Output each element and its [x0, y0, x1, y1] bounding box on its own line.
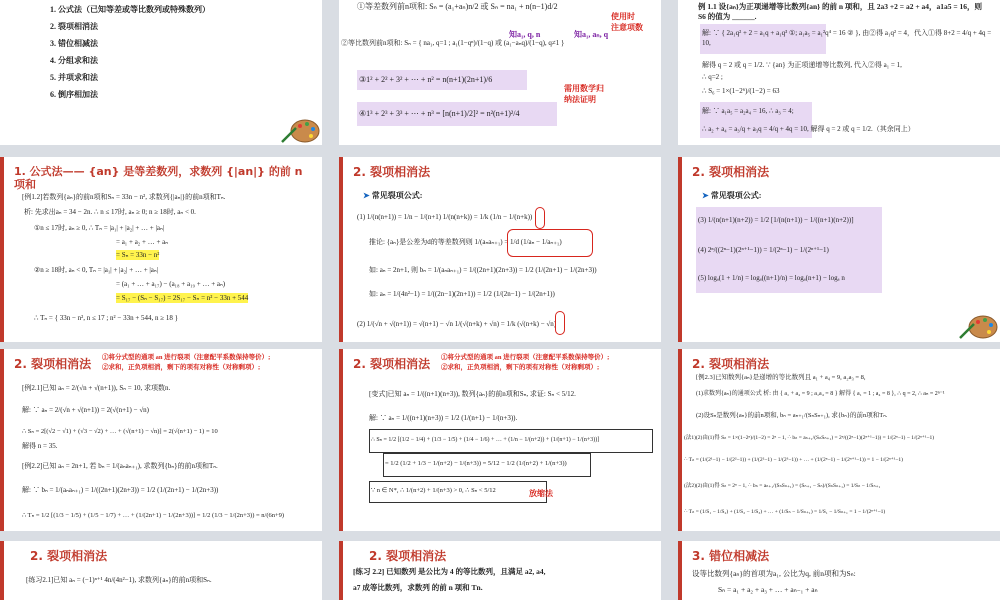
slide-abs-sum	[0, 157, 322, 342]
title-bar	[0, 349, 4, 531]
slide-title: 2. 裂项相消法	[30, 549, 108, 563]
highlight-oval	[535, 207, 545, 229]
formula-geometric: ②等比数列前n项和: Sₙ = { na₁, q=1 ; a₁(1−qⁿ)/(1−q) 或 (a₁−aₙq)/(1−q), q≠1 }	[341, 39, 565, 47]
example-b: 如: aₙ = 1/(4n²−1) = 1/((2n−1)(2n+1)) = 1/2 (1/(2n−1) − 1/(2n+1))	[369, 290, 555, 298]
formula-5: (5) logₐ(1 + 1/n) = logₐ((n+1)/n) = logₐ(n+1) − logₐ n	[698, 274, 845, 282]
slide-telescoping-formulas-1	[339, 157, 661, 342]
formula-cubes: ④1³ + 2³ + 3³ + ⋯ + n³ = [n(n+1)/2]² = n²(n+1)²/4	[359, 109, 520, 118]
note-proof-2: 纳法证明	[564, 95, 596, 104]
title-bar	[678, 541, 682, 600]
highlight-oval	[555, 311, 565, 335]
example-1-1-question: 例 1.1 设{aₙ}为正项递增等比数列{an} 的前 n 项和，且 2a3 +2 = a2 + a4，a1a5 = 16，则 S6 的值为 ______.	[698, 2, 982, 21]
variant-line-1: [变式]已知 aₙ = 1/((n+1)(n+3)), 数列{aₙ}的前n项和Sₙ, 求证: Sₙ < 5/12.	[369, 390, 576, 398]
abs-line-4: = a₁ + a₂ + … + aₙ	[116, 238, 169, 246]
note-known-2: 知a₁, aₙ, q	[574, 30, 609, 39]
slide-staggered-subtraction	[678, 541, 1000, 600]
method-item-5: 5. 并项求和法	[50, 73, 98, 82]
formula-3: (3) 1/(n(n+1)(n+2)) = 1/2 [1/(n(n+1)) − 1/((n+1)(n+2))]	[698, 216, 854, 224]
slide-title: 2. 裂项相消法	[353, 165, 431, 179]
note-1: ①将分式型的通项 an 进行裂项（注意配平系数保持等价）;	[441, 354, 610, 361]
slide-title: 1. 公式法—— {an} 是等差数列，求数列 {|an|} 的前 n 项和	[14, 165, 303, 191]
slide-title: 2. 裂项相消法	[353, 357, 431, 371]
slide-variant	[339, 349, 661, 531]
ex23-line-3: (2)设Sₙ是数列{aₙ}的前n项和, bₙ = aₙ₊₁/(SₙSₙ₊₁), 求{bₙ}的前n项和Tₙ.	[696, 412, 888, 419]
slide-example-1-1	[678, 0, 1000, 145]
formula-4: (4) 2ⁿ/((2ⁿ−1)(2ⁿ⁺¹−1)) = 1/(2ⁿ−1) − 1/(2ⁿ⁺¹−1)	[698, 246, 829, 254]
subtitle-text: 常见裂项公式:	[710, 191, 762, 200]
note-2: ②求和，正负项相消，剩下的项有对称性（对称剩项）;	[102, 364, 261, 371]
title-bar	[339, 349, 343, 531]
ex21-line-4: 解得 n = 35.	[22, 442, 58, 450]
example-a: 如: aₙ = 2n+1, 则 bₙ = 1/(aₙaₙ₊₁) = 1/((2n+1)(2n+3)) = 1/2 (1/(2n+1) − 1/(2n+3))	[369, 266, 597, 274]
note-1: ①将分式型的通项 an 进行裂项（注意配平系数保持等价）;	[102, 354, 271, 361]
staggered-line-2: Sₙ = a₁ + a₂ + a₃ + … + aₙ₋₁ + aₙ	[718, 585, 818, 594]
note-known-1: 知a₁, q, n	[509, 30, 541, 39]
method-item-1: 1. 公式法（已知等差或等比数列或特殊数列）	[50, 5, 210, 14]
slide-sum-formulas	[339, 0, 661, 145]
slide-title: 2. 裂项相消法	[369, 549, 447, 563]
method-item-6: 6. 倒序相加法	[50, 90, 98, 99]
formula-squares: ③1² + 2² + 3² + ⋯ + n² = n(n+1)(2n+1)/6	[359, 75, 493, 84]
abs-line-6: ②n ≥ 18时, aₙ < 0, Tₙ = |a₁| + |a₂| + … + |aₙ|	[34, 266, 159, 274]
abs-line-9: ∴ Tₙ = { 33n − n², n ≤ 17 ; n² − 33n + 544, n ≥ 18 }	[34, 314, 178, 322]
palette-icon	[280, 118, 320, 144]
title-bar	[339, 541, 343, 600]
bullet-icon: ➤	[702, 191, 711, 200]
note-2: ②求和，正负项相消，剩下的项有对称性（对称剩项）;	[441, 364, 600, 371]
solution-line-3: ∴ q=2 ;	[702, 73, 723, 81]
subtitle	[702, 191, 761, 201]
scaling-tag: 放缩法	[529, 489, 553, 498]
solution-line-5: 解: ∵ a₁a₅ = a₂a₄ = 16, ∴ a₃ = 4;	[702, 107, 794, 115]
abs-line-1: [例1.2]若数列{aₙ}的前n项和Sₙ = 33n − n², 求数列{|aₙ|}的前n项和Tₙ.	[22, 193, 226, 201]
note-proof-1: 需用数学归	[564, 84, 604, 93]
method-item-2: 2. 裂项相消法	[50, 22, 98, 31]
ex23-line-1: [例2.3]已知数列{aₙ}是递增的等比数列且 a₁ + a₄ = 9, a₂a₃ = 8,	[696, 374, 866, 381]
subtitle-text: 常见裂项公式:	[371, 191, 423, 200]
subtitle	[363, 191, 422, 201]
highlight-oval	[507, 229, 593, 257]
ex22-line-1: [例2.2]已知 aₙ = 2n+1, 若 bₙ = 1/(aₙaₙ₊₁), 求数列{bₙ}的前n项和Tₙ.	[22, 462, 218, 470]
note-terms: 注意项数	[611, 23, 643, 32]
ex23-line-4: (法1)(2)由(1)得 Sₙ = 1×(1−2ⁿ)/(1−2) = 2ⁿ − 1, ∴ bₙ = aₙ₊₁/(SₙSₙ₊₁) = 2ⁿ/((2ⁿ−1)(2ⁿ⁺¹−1)) = 1/(2ⁿ−1) − 1/(2ⁿ⁺¹−1)	[684, 435, 935, 441]
abs-line-3: ①n ≤ 17时, aₙ ≥ 0, ∴ Tₙ = |a₁| + |a₂| + … + |aₙ|	[34, 224, 165, 232]
ex23-line-7: ∴ Tₙ = (1/S₁ − 1/S₂) + (1/S₂ − 1/S₃) + … + (1/Sₙ − 1/Sₙ₊₁) = 1/S₁ − 1/Sₙ₊₁ = 1 − 1/(2ⁿ⁺¹−1)	[684, 509, 886, 515]
variant-line-4: = 1/2 (1/2 + 1/3 − 1/(n+2) − 1/(n+3)) = 5/12 − 1/2 (1/(n+2) + 1/(n+3))	[385, 460, 567, 467]
slide-title: 2. 裂项相消法	[692, 165, 770, 179]
slide-example-2-1	[0, 349, 322, 531]
note-use: 使用时	[611, 12, 635, 21]
title-bar	[678, 349, 682, 531]
exercise-2-1: [练习2.1]已知 aₙ = (−1)ⁿ⁺¹ 4n/(4n²−1), 求数列{aₙ}的前n项和Sₙ.	[26, 576, 212, 584]
solution-line-6: ∴ a₂ + a₄ = a₃/q + a₃q = 4/q + 4q = 10, 解得 q = 2 或 q = 1/2.（其余同上）	[702, 125, 915, 133]
ex23-line-6: (法2)(2)由(1)得 Sₙ = 2ⁿ − 1, ∴ bₙ = aₙ₊₁/(SₙSₙ₊₁) = (Sₙ₊₁ − Sₙ)/(SₙSₙ₊₁) = 1/Sₙ − 1/Sₙ₊₁	[684, 483, 881, 489]
formula-2: (2) 1/(√n + √(n+1)) = √(n+1) − √n 1/(√(n+k) + √n) = 1/k (√(n+k) − √n)	[357, 320, 557, 328]
method-item-4: 4. 分组求和法	[50, 56, 98, 65]
slide-title: 3. 错位相减法	[692, 549, 770, 563]
solution-line-1: 解: ∵ { 2a₁q² + 2 = a₁q + a₁q³ ①; a₁a₅ = a₁²q⁴ = 16 ② }, 由②得 a₁q² = 4，代入①得 8+2 = 4/q + 4q = 10,	[702, 29, 992, 47]
ex21-line-1: [例2.1]已知 aₙ = 2/(√n + √(n+1)), Sₙ = 10, 求项数n.	[22, 384, 171, 392]
ex22-line-2: 解: ∵ bₙ = 1/(aₙaₙ₊₁) = 1/((2n+1)(2n+3)) = 1/2 (1/(2n+1) − 1/(2n+3))	[22, 486, 219, 494]
slide-telescoping-formulas-2	[678, 157, 1000, 342]
title-bar	[0, 157, 4, 342]
slide-exercise-2-1	[0, 541, 322, 600]
title-bar	[678, 157, 682, 342]
title-bar	[339, 157, 343, 342]
corollary: 推论: {aₙ}是公差为d的等差数列则 1/(aₙaₙ₊₁) = 1/d (1/aₙ − 1/aₙ₊₁)	[369, 238, 562, 246]
slide-example-2-3	[678, 349, 1000, 531]
exercise-2-2-line-2: a7 成等比数列，求数列 的前 n 项和 Tn.	[353, 583, 483, 592]
method-item-3: 3. 错位相减法	[50, 39, 98, 48]
slide-method-list	[0, 0, 322, 145]
variant-line-2: 解: ∵ aₙ = 1/((n+1)(n+3)) = 1/2 (1/(n+1) − 1/(n+3)).	[369, 414, 518, 422]
exercise-2-2-line-1: [练习 2.2] 已知数列 是公比为 4 的等比数列，且满足 a2, a4,	[353, 567, 546, 576]
palette-icon	[958, 314, 998, 340]
ex21-line-2: 解: ∵ aₙ = 2/(√n + √(n+1)) = 2(√(n+1) − √n)	[22, 406, 149, 414]
solution-line-2: 解得 q = 2 或 q = 1/2. ∵ {an} 为正项递增等比数列, 代入②得 a₁ = 1,	[702, 61, 902, 69]
title-bar	[0, 541, 4, 600]
ex23-line-2: (1)求数列{aₙ}的通项公式 析: 由 { a₁ + a₄ = 9 ; a₁a₄ = 8 } 解得 { a₁ = 1 ; a₄ = 8 }, ∴ q = 2, ∴ aₙ = 2ⁿ⁻¹	[696, 391, 945, 397]
ex21-line-3: ∴ Sₙ = 2[(√2 − √1) + (√3 − √2) + … + (√(n+1) − √n)] = 2(√(n+1) − 1) = 10	[22, 428, 218, 435]
slide-title: 2. 裂项相消法	[14, 357, 92, 371]
ex22-line-3: ∴ Tₙ = 1/2 [(1/3 − 1/5) + (1/5 − 1/7) + … + (1/(2n+1) − 1/(2n+3))] = 1/2 (1/3 − 1/(2n+3)) = n/(6n+9)	[22, 512, 285, 519]
formula-1: (1) 1/(n(n+1)) = 1/n − 1/(n+1) 1/(n(n+k)) = 1/k (1/n − 1/(n+k))	[357, 213, 533, 221]
bullet-icon: ➤	[363, 191, 372, 200]
slide-exercise-2-2	[339, 541, 661, 600]
abs-line-8: = S₁₇ − (Sₙ − S₁₇) = 2S₁₇ − Sₙ = n² − 33n + 544	[116, 294, 249, 302]
variant-line-3: ∴ Sₙ = 1/2 [(1/2 − 1/4) + (1/3 − 1/5) + (1/4 − 1/6) + … + (1/n − 1/(n+2)) + (1/(n+1) − 1/(n+3))]	[371, 437, 600, 443]
abs-line-5: = Sₙ = 33n − n²	[116, 251, 160, 259]
staggered-line-1: 设等比数列{aₙ}的首项为a₁, 公比为q, 前n项和为Sₙ:	[692, 569, 856, 578]
solution-line-4: ∴ S₆ = 1×(1−2⁶)/(1−2) = 63	[702, 87, 780, 95]
slide-title: 2. 裂项相消法	[692, 357, 770, 371]
formula-arithmetic: ①等差数列前n项和: Sₙ = (a₁+aₙ)n/2 或 Sₙ = na₁ + n(n−1)d/2	[357, 2, 558, 11]
variant-line-5: ∵ n ∈ N*, ∴ 1/(n+2) + 1/(n+3) > 0, ∴ Sₙ < 5/12	[371, 487, 496, 494]
ex23-line-5: ∴ Tₙ = (1/(2¹−1) − 1/(2²−1)) + (1/(2²−1) − 1/(2³−1)) + … + (1/(2ⁿ−1) − 1/(2ⁿ⁺¹−1)) = 1 − 1/(2ⁿ⁺¹−1)	[684, 457, 903, 463]
abs-line-2: 析: 先求出aₙ = 34 − 2n. ∴ n ≤ 17时, aₙ ≥ 0; n ≥ 18时, aₙ < 0.	[24, 208, 196, 216]
abs-line-7: = (a₁ + … + a₁₇) − (a₁₈ + a₁₉ + … + aₙ)	[116, 280, 226, 288]
